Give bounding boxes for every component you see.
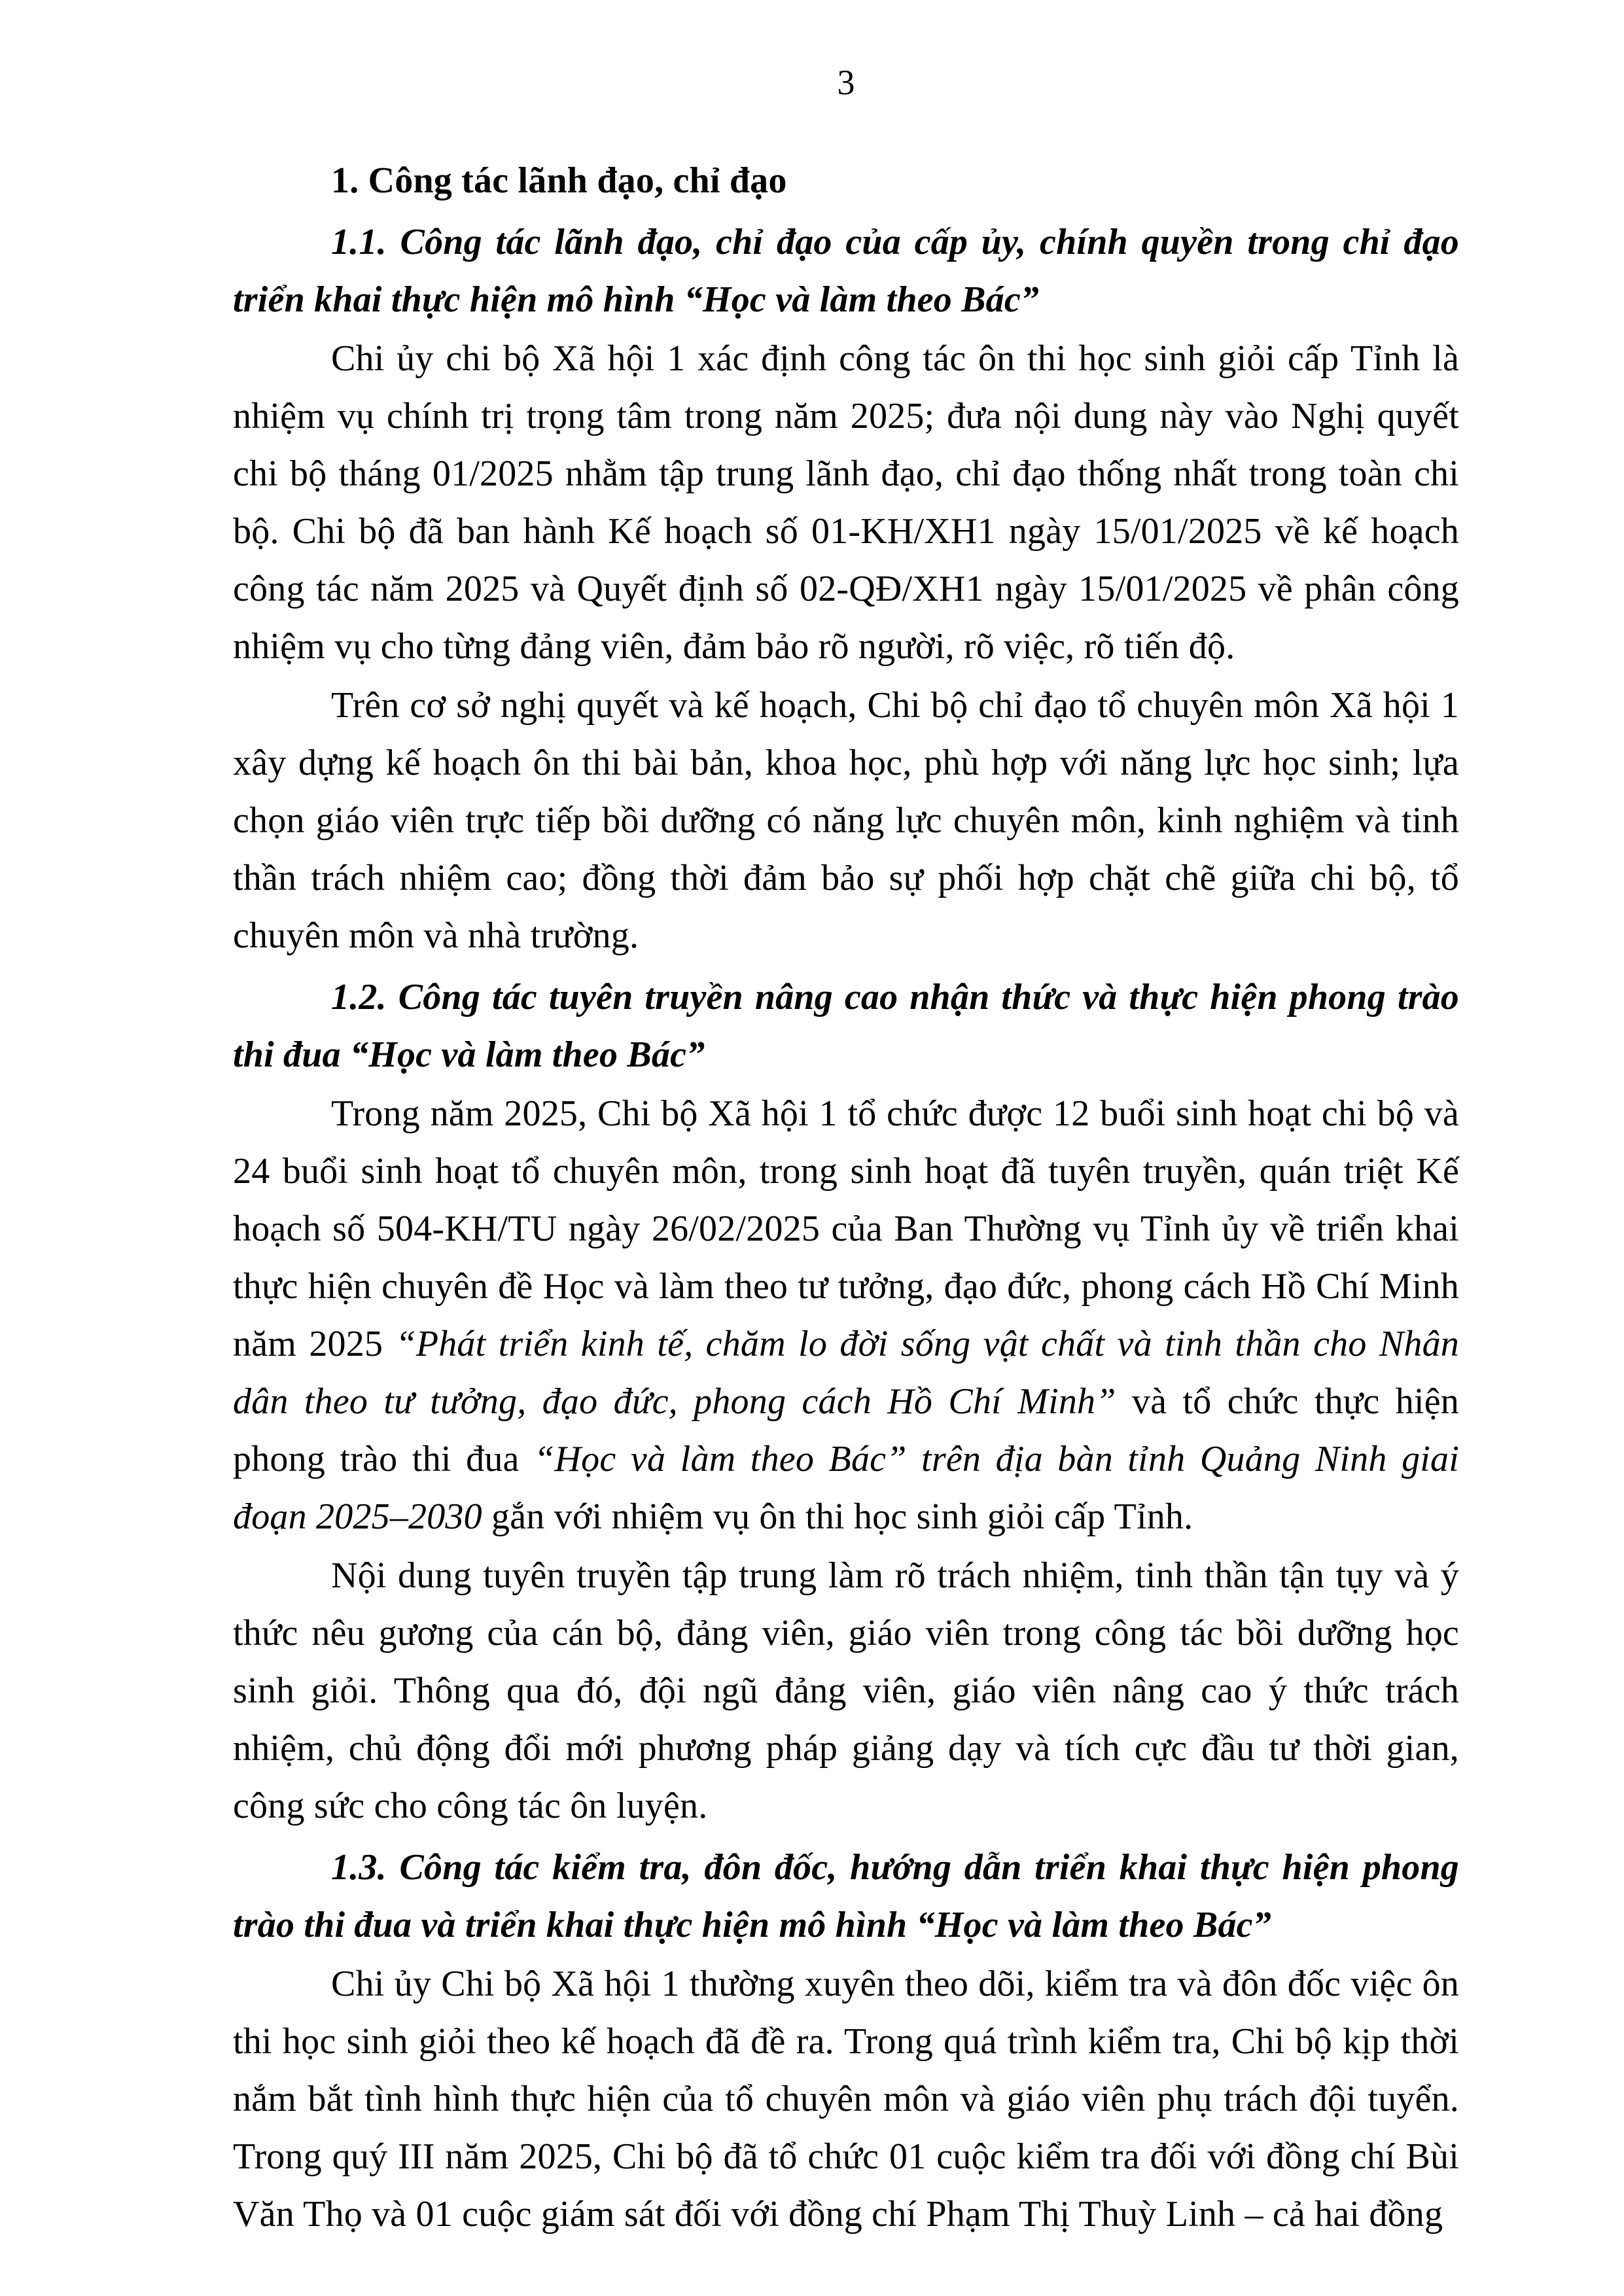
document-content <box>233 152 1459 2243</box>
text-run: và tổ chức thực hiện phong trào thi đua <box>233 1381 1459 1479</box>
section-heading <box>233 1839 1459 1954</box>
paragraph <box>233 677 1459 964</box>
text-run: Chi ủy Chi bộ Xã hội 1 thường xuyên theo dõi, kiểm tra và đôn đốc việc ôn thi học sinh giỏi theo kế hoạch đã đề ra. Trong quá trình kiểm tra, Chi bộ kịp thời nắm bắt tình hình thực hiện của tổ chuyên môn và giáo viên phụ trách đội tuyển. Trong quý III năm 2025, Chi bộ đã tổ chức 01 cuộc kiểm tra đối với đồng chí Bùi Văn Thọ và 01 cuộc giám sát đối với đồng chí Phạm Thị Thuỳ Linh – cả hai đồng <box>233 1964 1459 2234</box>
section-heading <box>233 968 1459 1084</box>
text-run: “Phát triển kinh tế, chăm lo đời sống vật chất và tinh thần cho Nhân dân theo tư tưởng, đạo đức, phong cách Hồ Chí Minh” <box>233 1324 1459 1422</box>
paragraph <box>233 1547 1459 1835</box>
paragraph <box>233 1085 1459 1545</box>
page-number: 3 <box>837 63 855 102</box>
text-run: “Học và làm theo Bác” trên địa bàn tỉnh Quảng Ninh giai đoạn 2025–2030 <box>233 1439 1459 1537</box>
text-run: 1.2. Công tác tuyên truyền nâng cao nhận thức và thực hiện phong trào thi đua “Học và làm theo Bác” <box>233 977 1459 1075</box>
section-heading <box>233 213 1459 328</box>
section-heading <box>233 152 1459 209</box>
text-run: Chi ủy chi bộ Xã hội 1 xác định công tác ôn thi học sinh giỏi cấp Tỉnh là nhiệm vụ chính trị trọng tâm trong năm 2025; đưa nội dung này vào Nghị quyết chi bộ tháng 01/2025 nhằm tập trung lãnh đạo, chỉ đạo thống nhất trong toàn chi bộ. Chi bộ đã ban hành Kế hoạch số 01-KH/XH1 ngày 15/01/2025 về kế hoạch công tác năm 2025 và Quyết định số 02-QĐ/XH1 ngày 15/01/2025 về phân công nhiệm vụ cho từng đảng viên, đảm bảo rõ người, rõ việc, rõ tiến độ. <box>233 338 1459 667</box>
text-run: Nội dung tuyên truyền tập trung làm rõ trách nhiệm, tinh thần tận tụy và ý thức nêu gương của cán bộ, đảng viên, giáo viên trong công tác bồi dưỡng học sinh giỏi. Thông qua đó, đội ngũ đảng viên, giáo viên nâng cao ý thức trách nhiệm, chủ động đổi mới phương pháp giảng dạy và tích cực đầu tư thời gian, công sức cho công tác ôn luyện. <box>233 1555 1459 1826</box>
text-run: Trong năm 2025, Chi bộ Xã hội 1 tổ chức được 12 buổi sinh hoạt chi bộ và 24 buổi sinh hoạt tổ chuyên môn, trong sinh hoạt đã tuyên truyền, quán triệt Kế hoạch số 504-KH/TU ngày 26/02/2025 của Ban Thường vụ Tỉnh ủy về triển khai thực hiện chuyên đề Học và làm theo tư tưởng, đạo đức, phong cách Hồ Chí Minh năm 2025 <box>233 1093 1459 1364</box>
text-run: 1.1. Công tác lãnh đạo, chỉ đạo của cấp ủy, chính quyền trong chỉ đạo triển khai thực hiện mô hình “Học và làm theo Bác” <box>233 222 1459 320</box>
text-run: Trên cơ sở nghị quyết và kế hoạch, Chi bộ chỉ đạo tổ chuyên môn Xã hội 1 xây dựng kế hoạch ôn thi bài bản, khoa học, phù hợp với năng lực học sinh; lựa chọn giáo viên trực tiếp bồi dưỡng có năng lực chuyên môn, kinh nghiệm và tinh thần trách nhiệm cao; đồng thời đảm bảo sự phối hợp chặt chẽ giữa chi bộ, tổ chuyên môn và nhà trường. <box>233 685 1459 956</box>
paragraph <box>233 1955 1459 2243</box>
text-run: 1.3. Công tác kiểm tra, đôn đốc, hướng dẫn triển khai thực hiện phong trào thi đua và triển khai thực hiện mô hình “Học và làm theo Bác” <box>233 1847 1459 1945</box>
paragraph <box>233 330 1459 675</box>
text-run: 1. Công tác lãnh đạo, chỉ đạo <box>331 160 787 201</box>
text-run: gắn với nhiệm vụ ôn thi học sinh giỏi cấp Tỉnh. <box>482 1496 1193 1537</box>
